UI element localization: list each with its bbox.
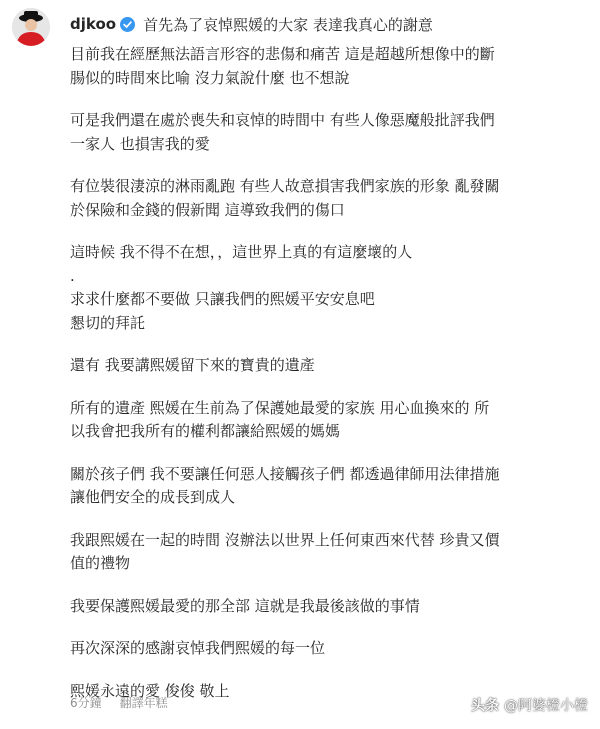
caption-paragraph	[70, 265, 575, 289]
watermark	[471, 695, 588, 715]
caption-line: 關於孩子們 我不要讓任何惡人接觸孩子們 都透過律師用法律措施	[70, 464, 500, 483]
caption-paragraph	[70, 529, 575, 576]
caption-line: 目前我在經歷無法語言形容的悲傷和痛苦 這是超越所想像中的斷	[70, 45, 495, 63]
caption-paragraph	[70, 109, 575, 156]
caption-line: 再次深深的感謝哀悼我們熙媛的每一位	[70, 639, 326, 657]
username-link[interactable]: djkoo	[70, 15, 117, 33]
caption-line: 我跟熙媛在一起的時間 沒辦法以世界上任何東西來代替 珍貴又價	[70, 530, 500, 549]
caption-line: 於保險和金錢的假新聞 這導致我們的傷口	[70, 200, 345, 219]
caption-line: .	[70, 266, 75, 285]
caption-line: 以我會把我所有的權利都讓給熙媛的媽媽	[70, 422, 341, 440]
timestamp[interactable]: 6分鐘	[70, 696, 102, 710]
caption-paragraph	[70, 43, 575, 90]
caption-line: 熙媛永遠的愛 俊俊 敬上	[70, 681, 230, 700]
caption-line: 我要保護熙媛最愛的那全部 這就是我最後該做的事情	[70, 596, 420, 615]
caption-line: 所有的遺產 熙媛在生前為了保護她最愛的家族 用心血換來的 所	[70, 398, 490, 417]
verified-badge-icon	[120, 17, 135, 32]
caption-paragraph	[70, 175, 575, 222]
caption-paragraph	[70, 595, 575, 619]
caption-line: 讓他們安全的成長到成人	[70, 488, 236, 506]
caption-line: 有位裝很淒涼的淋雨亂跑 有些人故意損害我們家族的形象 亂發關	[70, 177, 500, 195]
caption-line: 腸似的時間來比喻 沒力氣說什麼 也不想說	[70, 68, 350, 87]
caption-line: 還有 我要講熙媛留下來的寶貴的遺產	[70, 356, 315, 374]
watermark-brand: 头条	[471, 698, 499, 714]
post-caption	[70, 43, 575, 722]
caption-line: 求求什麼都不要做 只讓我們的熙媛平安安息吧	[70, 290, 375, 308]
caption-paragraph	[70, 354, 575, 378]
caption-paragraph	[70, 241, 575, 265]
caption-first-line: 首先為了哀悼熙媛的大家 表達我真心的謝意	[143, 15, 433, 34]
avatar-image	[12, 8, 50, 46]
caption-line: 一家人 也損害我的愛	[70, 134, 210, 153]
caption-line: 這時候 我不得不在想，，這世界上真的有這麼壞的人	[70, 243, 413, 261]
watermark-handle: @阿婆橙小橙	[504, 698, 588, 714]
caption-paragraph	[70, 397, 575, 444]
translate-link[interactable]: 翻譯年糕	[119, 696, 168, 710]
caption-line: 懇切的拜託	[70, 313, 146, 332]
post-meta	[70, 694, 168, 711]
caption-paragraph	[70, 463, 575, 510]
caption-line: 值的禮物	[70, 554, 131, 572]
caption-line: 可是我們還在處於喪失和哀悼的時間中 有些人像惡魔般批評我們	[70, 111, 495, 129]
post-header	[70, 11, 433, 37]
caption-paragraph	[70, 288, 575, 335]
caption-paragraph	[70, 637, 575, 661]
avatar[interactable]	[12, 8, 50, 46]
